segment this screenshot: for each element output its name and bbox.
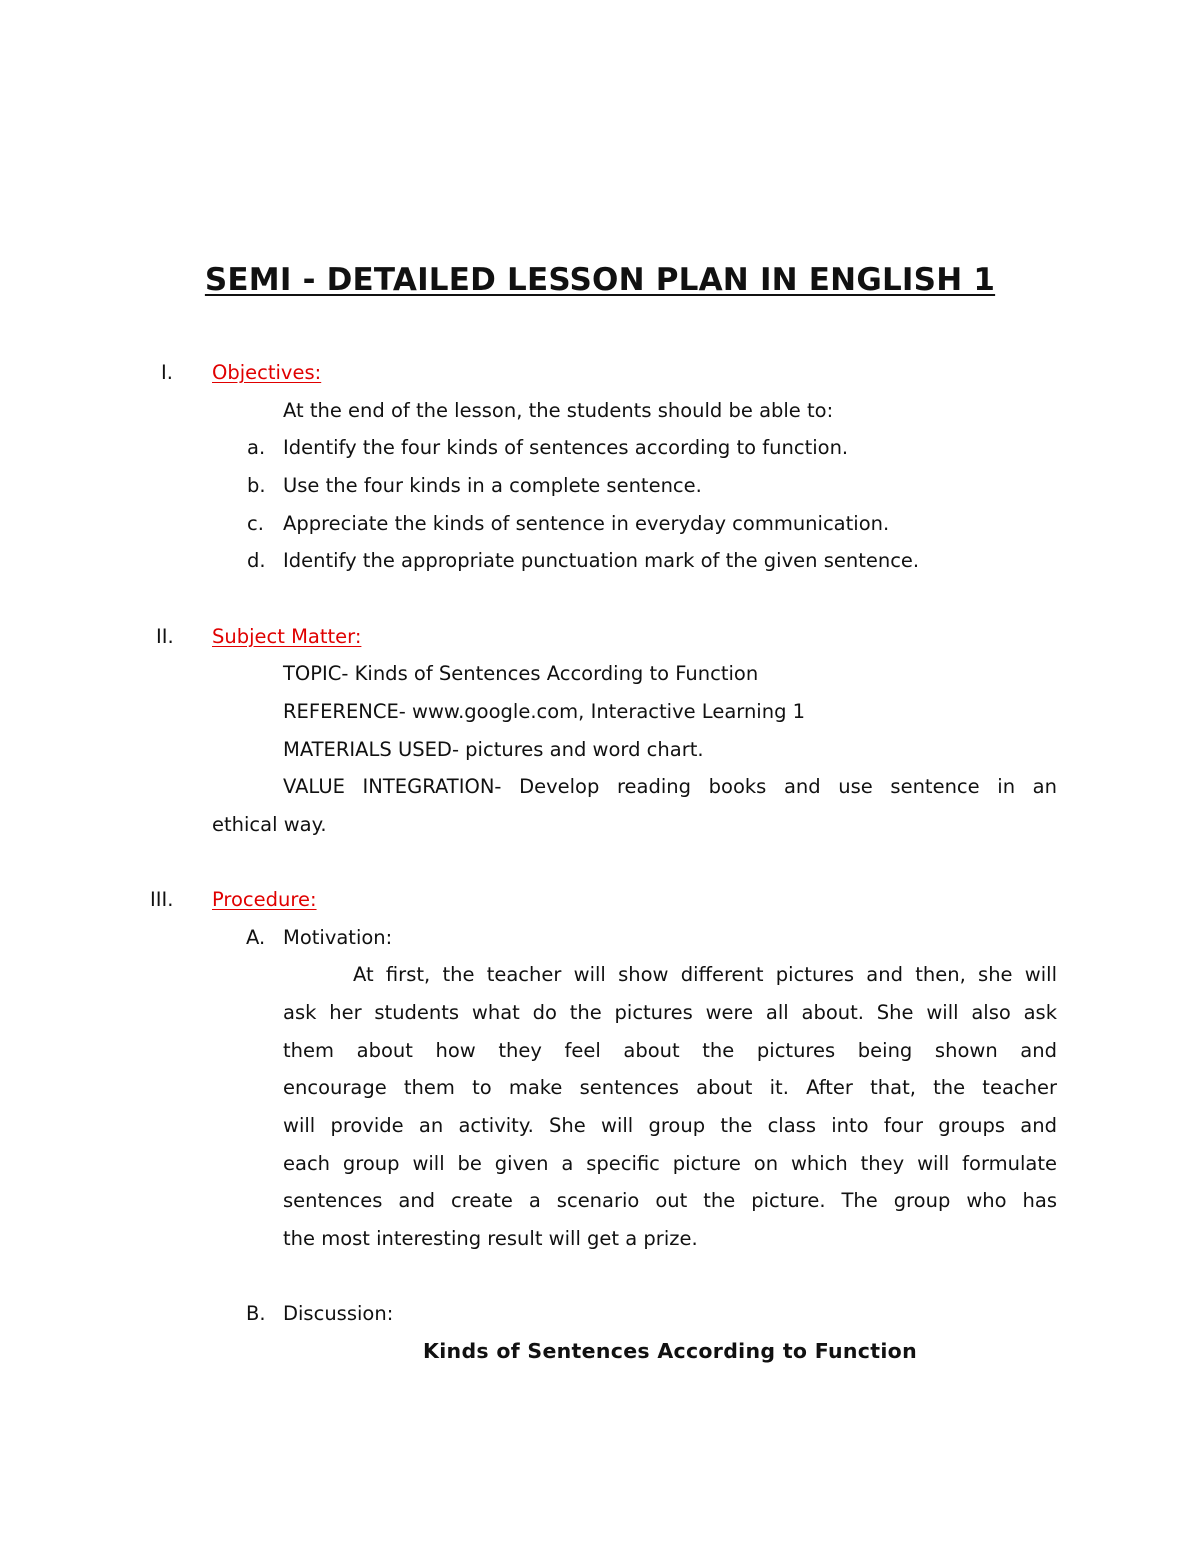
objectives-heading: Objectives: — [212, 361, 322, 384]
motivation-line: the most interesting result will get a prize. — [283, 1227, 698, 1250]
objective-marker-a: a. — [247, 436, 266, 459]
objective-item-d: Identify the appropriate punctuation mark of the given sentence. — [283, 549, 920, 572]
document-title: SEMI - DETAILED LESSON PLAN IN ENGLISH 1 — [204, 262, 996, 298]
subject-value-integration-cont: ethical way. — [212, 813, 327, 836]
motivation-line: will provide an activity. She will group the class into four groups and — [283, 1114, 1057, 1137]
procedure-marker-b: B. — [246, 1302, 266, 1325]
discussion-subtitle: Kinds of Sentences According to Function — [423, 1339, 917, 1363]
discussion-label: Discussion: — [283, 1302, 394, 1325]
objective-marker-d: d. — [247, 549, 266, 572]
subject-topic: TOPIC- Kinds of Sentences According to Function — [283, 662, 759, 685]
procedure-marker-a: A. — [246, 926, 266, 949]
subject-reference: REFERENCE- www.google.com, Interactive Learning 1 — [283, 700, 806, 723]
subject-materials: MATERIALS USED- pictures and word chart. — [283, 738, 704, 761]
objective-marker-b: b. — [247, 474, 266, 497]
subject-matter-heading: Subject Matter: — [212, 625, 362, 648]
objective-item-b: Use the four kinds in a complete sentence. — [283, 474, 702, 497]
motivation-line: encourage them to make sentences about it. After that, the teacher — [283, 1076, 1057, 1099]
motivation-line: At first, the teacher will show different pictures and then, she will — [353, 963, 1057, 986]
motivation-line: each group will be given a specific picture on which they will formulate — [283, 1152, 1057, 1175]
objectives-intro: At the end of the lesson, the students should be able to: — [283, 399, 834, 422]
motivation-label: Motivation: — [283, 926, 393, 949]
motivation-line: sentences and create a scenario out the picture. The group who has — [283, 1189, 1057, 1212]
section-numeral-iii: III. — [150, 888, 174, 911]
procedure-heading: Procedure: — [212, 888, 317, 911]
objective-item-a: Identify the four kinds of sentences according to function. — [283, 436, 849, 459]
subject-value-integration: VALUE INTEGRATION- Develop reading books and use sentence in an — [283, 775, 1057, 798]
motivation-line: them about how they feel about the pictures being shown and — [283, 1039, 1057, 1062]
section-numeral-ii: II. — [156, 625, 174, 648]
motivation-line: ask her students what do the pictures were all about. She will also ask — [283, 1001, 1057, 1024]
section-numeral-i: I. — [161, 361, 173, 384]
objective-marker-c: c. — [247, 512, 264, 535]
objective-item-c: Appreciate the kinds of sentence in everyday communication. — [283, 512, 890, 535]
